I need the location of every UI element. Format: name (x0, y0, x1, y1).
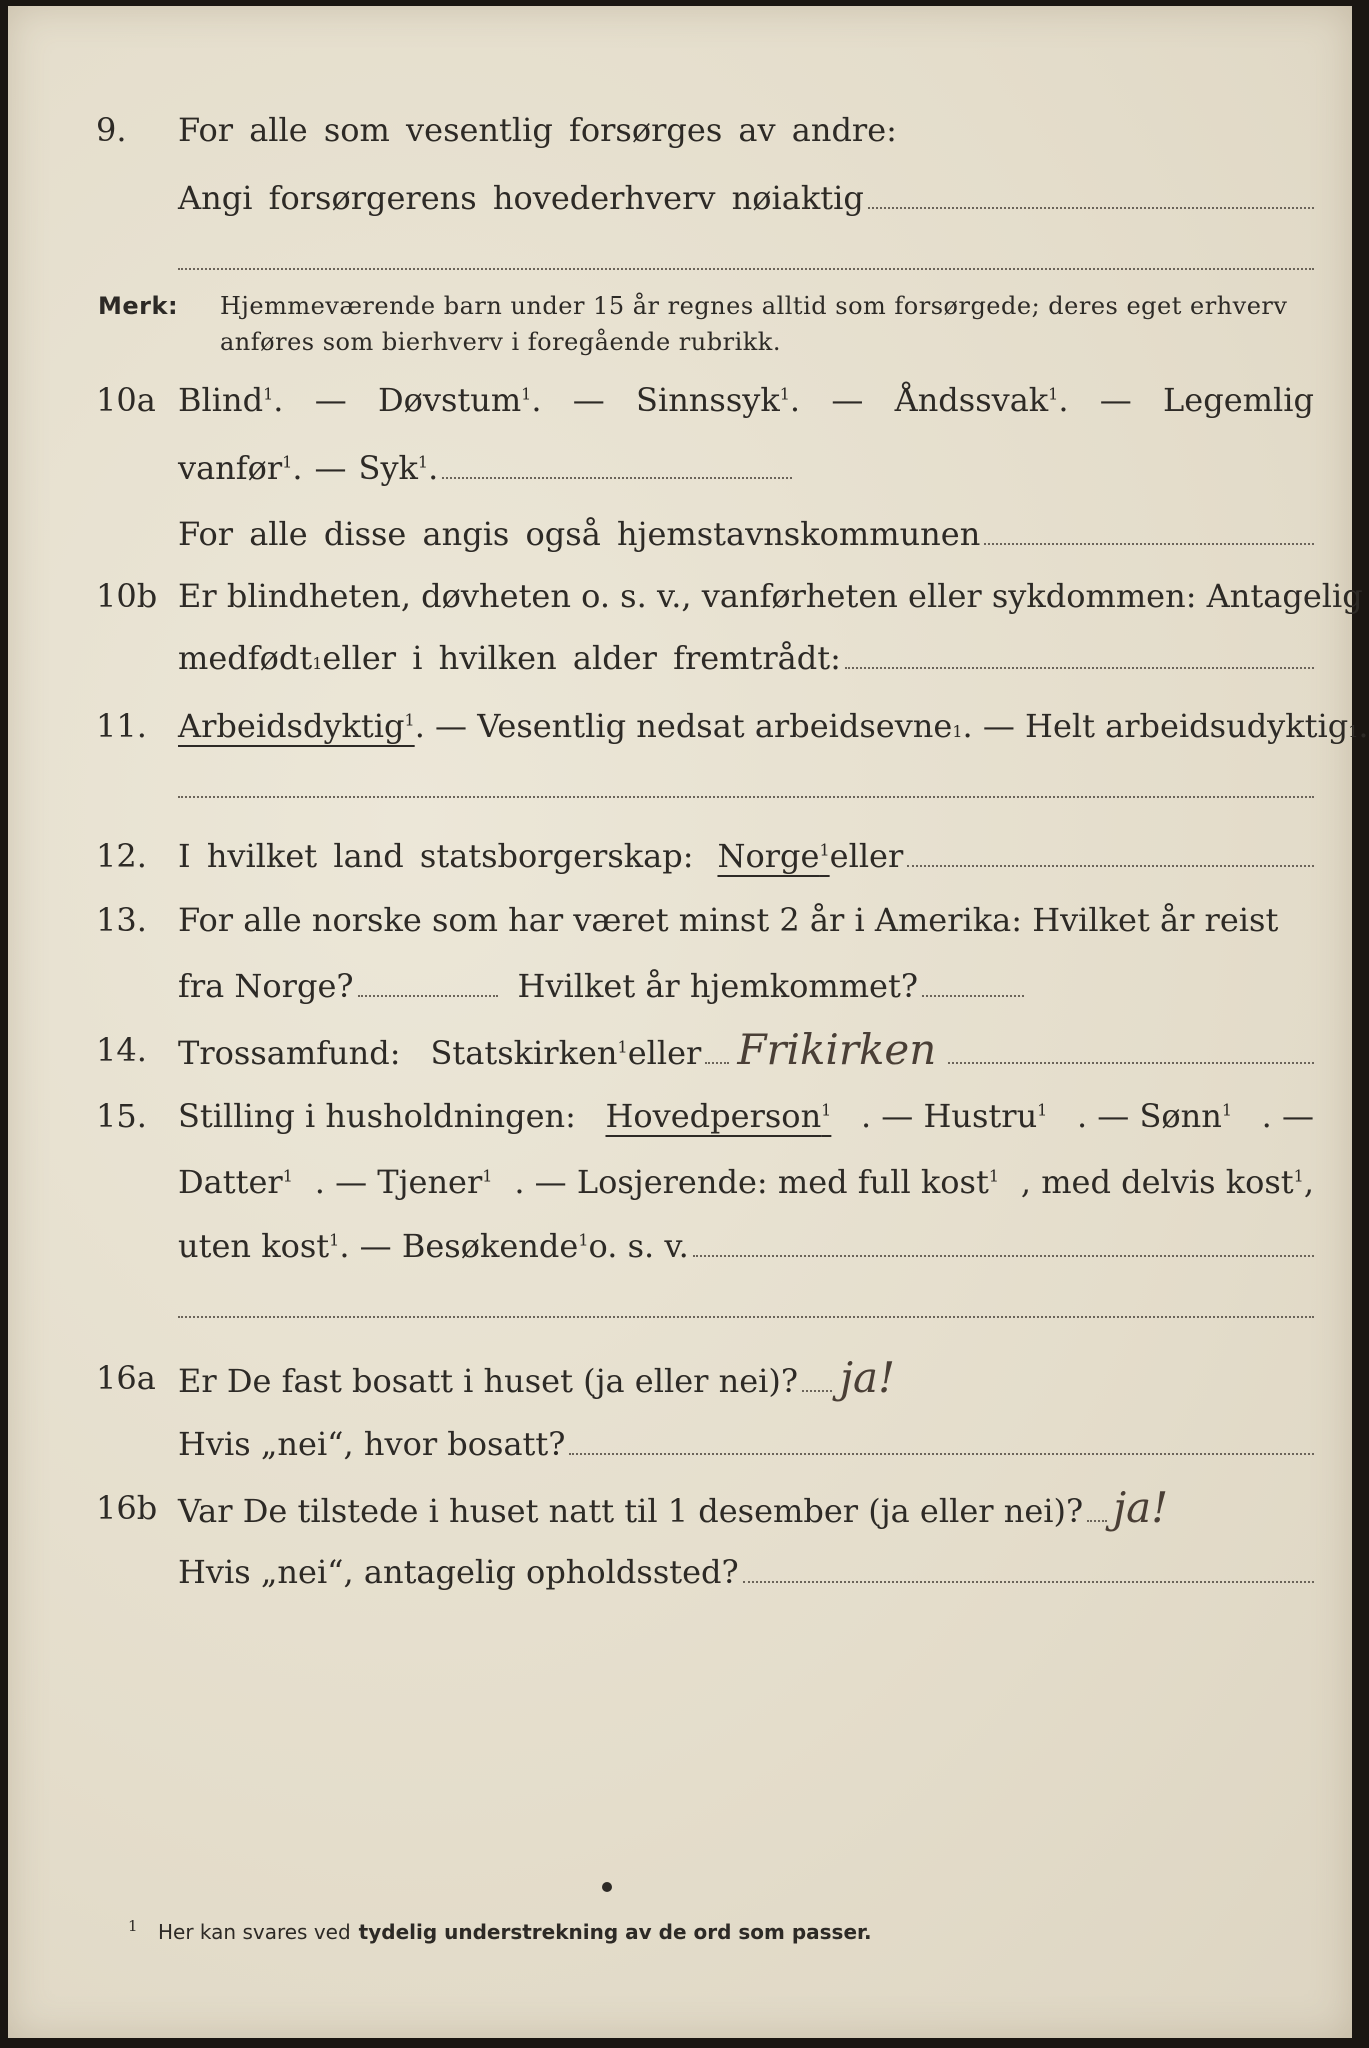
q16a-answer-field[interactable] (569, 1429, 1314, 1455)
option-andssvak[interactable]: Åndssvak$^1$. (894, 381, 1069, 419)
q15-answer-rule[interactable] (178, 1316, 1314, 1318)
option-uten-kost[interactable]: uten kost$^1$ (178, 1227, 340, 1265)
option-tjener[interactable]: . — Tjener$^1$ (314, 1163, 493, 1201)
option-statskirken[interactable]: Statskirken$^1$ (430, 1034, 628, 1072)
q16b-question: Var De tilstede i huset natt til 1 desember (ja eller nei)? (178, 1492, 1084, 1530)
q16a-number: 16a (96, 1359, 156, 1397)
merk-label: Merk: (98, 292, 179, 320)
q16a-handwritten-answer[interactable]: ja! (840, 1353, 895, 1402)
q15-number: 15. (96, 1097, 147, 1135)
option-hovedperson[interactable]: Hovedperson$^1$ (605, 1097, 832, 1135)
option-vanfor[interactable]: vanfør$^1$. (178, 449, 303, 487)
q16b-followup: Hvis „nei“, antagelig opholdssted? (178, 1553, 739, 1591)
q9-answer-rule[interactable] (178, 268, 1314, 270)
q16a-followup: Hvis „nei“, hvor bosatt? (178, 1425, 566, 1463)
q14-eller: eller (627, 1034, 702, 1072)
q13-question: For alle norske som har været minst 2 år i Amerika: Hvilket år reist (178, 901, 1279, 939)
q9-question: For alle som vesentlig forsørges av andre: (178, 111, 897, 149)
q15-answer-field[interactable] (693, 1231, 1314, 1257)
dash: — (314, 381, 347, 419)
q16b-number: 16b (96, 1489, 158, 1527)
q14-answer-field[interactable] (948, 1038, 1314, 1064)
option-dovstum[interactable]: Døvstum$^1$. (377, 381, 542, 419)
option-losjerende-delvis[interactable]: , med delvis kost$^1$, (1020, 1163, 1314, 1201)
option-legemlig[interactable]: Legemlig (1163, 381, 1314, 419)
dash: . — (1261, 1097, 1314, 1135)
census-form-page: 9. For alle som vesentlig forsørges av andre: Angi forsørgerens hovederhverv nøiaktig Merk: Hjemmeværende barn under 15 år regnes alltid som forsørgede; deres eget erhverv anføres som bierhverv i foregående rubrikk. 10a Blind$^1$. — Døvstum$^1$. — Sinnssyk$^1$. — Åndssvak$^1$. — Legemlig vanfør$^1$. — Syk$^1$. For alle disse angis også hjemstavnskommunen 10b Er blindheten, døvheten o. s. v., vanførheten eller sykdommen: Antagelig medfødt 1 eller i hvilken alder fremtrådt: 11. Arbeidsdyktig$^1$ . — Vesentlig nedsat arbeidsevne 1 . — Helt arbeidsudyktig 1 . 12. I hvilket land statsborgerskap: Norge$^1$ eller 13. For alle norske som har været minst 2 år i Amerika: Hvilket år reist fra Norge? Hvilket år hjemkommet? 14. Trossamfund: Statskirken$^1$ eller Frikirken 15. Stilling i husholdningen: Hovedperson$^1$ . — Hustru$^1$ . — Sønn$^1$ . — Datter$^1$ . — Tjener$^1$ . — Losjerende: med full kost$^1$ , med delvis kost$^1$, uten kost$^1$ . — Besøkende$^1$ o. s. v. 16a Er De fast bosatt i huset (ja eller nei)? ja! Hvis „nei“, hvor bosatt? 16b Var De tilstede i huset natt til 1 desember (ja eller nei)? ja! Hvis „nei“, antagelig opholdssted? 1 Her kan svares ved tydelig understrekning av de ord som passer. (8, 6, 1352, 2038)
merk-text-1: Hjemmeværende barn under 15 år regnes alltid som forsørgede; deres eget erhverv (220, 292, 1288, 320)
q10b-question: Er blindheten, døvheten o. s. v., vanførheten eller sykdommen: Antagelig (178, 577, 1363, 615)
q10b-number: 10b (96, 577, 158, 615)
q12-answer-field[interactable] (907, 841, 1314, 867)
q14-handwritten-answer[interactable]: Frikirken (737, 1025, 937, 1074)
dash: — (572, 381, 605, 419)
q15-question: Stilling i husholdningen: (178, 1097, 576, 1135)
q9-prompt: Angi forsørgerens hovederhverv nøiaktig (178, 179, 864, 217)
q15-osv: o. s. v. (588, 1227, 689, 1265)
q11-number: 11. (96, 707, 147, 745)
footnote-marker: 1 (128, 1917, 138, 1935)
q13-return-prompt: Hvilket år hjemkommet? (517, 967, 918, 1005)
q16b-answer-field[interactable] (743, 1557, 1314, 1583)
q14-leader (705, 1038, 729, 1064)
option-losjerende-full[interactable]: . — Losjerende: med full kost$^1$ (514, 1163, 999, 1201)
option-hustru[interactable]: . — Hustru$^1$ (860, 1097, 1048, 1135)
page-mark-dot (602, 1882, 612, 1892)
option-norge[interactable]: Norge$^1$ (717, 837, 830, 875)
q13-number: 13. (96, 901, 147, 939)
q16b-handwritten-answer[interactable]: ja! (1113, 1483, 1169, 1532)
q14-question: Trossamfund: (178, 1034, 401, 1072)
footnote-bold-text: tydelig understrekning av de ord som passer. (358, 1920, 872, 1944)
merk-text-2: anføres som bierhverv i foregående rubrikk. (220, 328, 781, 356)
q12-eller: eller (829, 837, 904, 875)
option-arbeidsdyktig[interactable]: Arbeidsdyktig$^1$ (178, 707, 415, 745)
dash: — (1099, 381, 1132, 419)
q10b-congenital[interactable]: medfødt (178, 639, 313, 677)
option-blind[interactable]: Blind$^1$. (178, 381, 284, 419)
q16b-leader (1087, 1496, 1107, 1522)
q10a-number: 10a (96, 381, 156, 419)
q11-answer-rule[interactable] (178, 796, 1314, 798)
q9-number: 9. (96, 111, 127, 149)
option-sinnssyk[interactable]: Sinnssyk$^1$. (636, 381, 801, 419)
q13-left-field[interactable] (358, 971, 498, 997)
q14-number: 14. (96, 1031, 147, 1069)
q13-left-prompt: fra Norge? (178, 967, 354, 1005)
option-datter[interactable]: Datter$^1$ (178, 1163, 293, 1201)
option-udyktig[interactable]: . — Helt arbeidsudyktig (962, 707, 1349, 745)
q12-number: 12. (96, 837, 147, 875)
footnote-text: Her kan svares ved (158, 1920, 351, 1944)
q9-answer-field[interactable] (868, 183, 1314, 209)
q10b-answer-field[interactable] (845, 643, 1314, 669)
q10a-answer-field[interactable] (442, 453, 792, 479)
dash: — (831, 381, 864, 419)
option-nedsat[interactable]: . — Vesentlig nedsat arbeidsevne (414, 707, 953, 745)
q16a-leader (802, 1366, 832, 1392)
option-sonn[interactable]: . — Sønn$^1$ (1076, 1097, 1233, 1135)
q10a-hometown-prompt: For alle disse angis også hjemstavnskommunen (178, 515, 981, 553)
q12-question: I hvilket land statsborgerskap: (178, 837, 694, 875)
q13-return-field[interactable] (922, 971, 1024, 997)
q10a-hometown-field[interactable] (984, 519, 1314, 545)
option-syk[interactable]: Syk$^1$. (358, 449, 439, 487)
option-besokende[interactable]: . — Besøkende$^1$ (339, 1227, 589, 1265)
q16a-question: Er De fast bosatt i huset (ja eller nei)? (178, 1362, 799, 1400)
q10b-age-prompt: eller i hvilken alder fremtrådt: (322, 639, 841, 677)
dash: — (314, 449, 347, 487)
